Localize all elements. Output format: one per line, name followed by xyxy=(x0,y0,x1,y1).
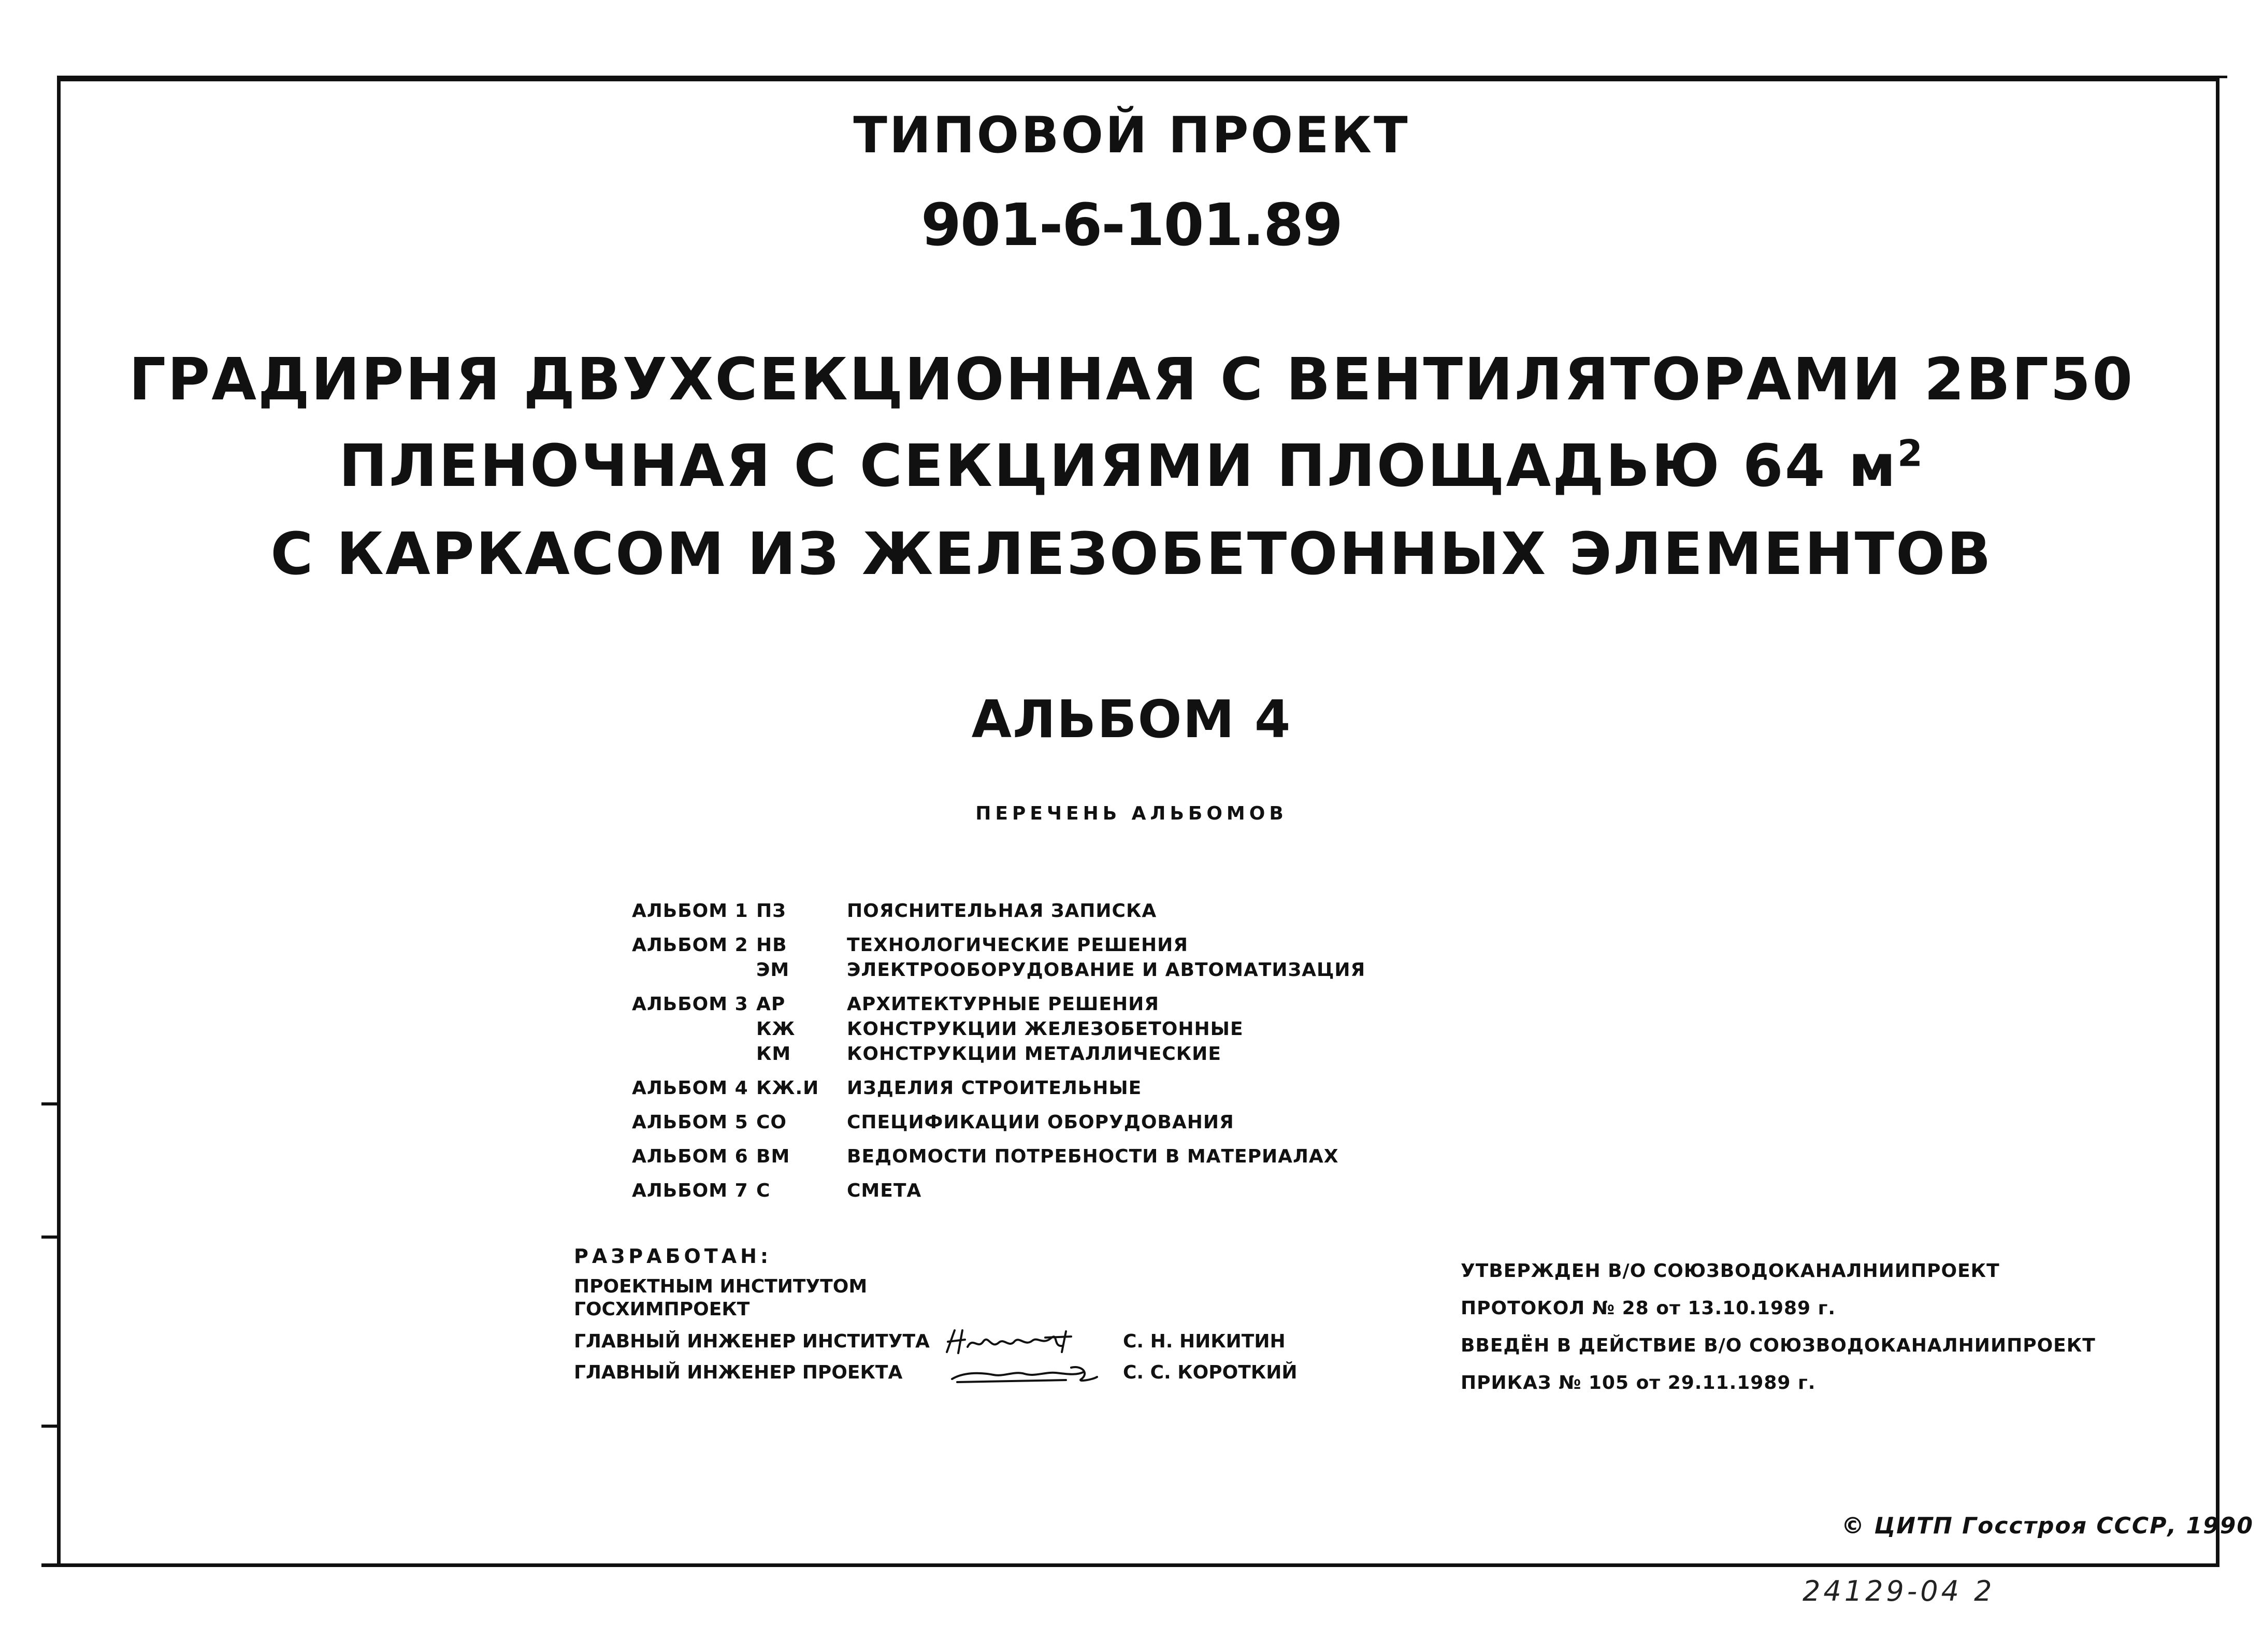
album-list-album: АЛЬБОМ 3 xyxy=(632,994,748,1015)
album-list-row xyxy=(632,933,1365,983)
album-list-names: ВЕДОМОСТИ ПОТРЕБНОСТИ В МАТЕРИАЛАХ xyxy=(847,1146,1339,1167)
signature-korotkiy xyxy=(942,1357,1123,1388)
album-list-row xyxy=(632,1144,1365,1169)
title-line-2 xyxy=(0,433,2263,500)
album-list-codes: С xyxy=(756,1180,771,1201)
album-list-names: ИЗДЕЛИЯ СТРОИТЕЛЬНЫЕ xyxy=(847,1078,1142,1099)
signature-nikitin xyxy=(942,1326,1123,1357)
approval-line-3: ВВЕДЁН В ДЕЙСТВИЕ В/О СОЮЗВОДОКАНАЛНИИПРОЕКТ xyxy=(1461,1335,2096,1356)
album-list-codes: КЖ.И xyxy=(756,1078,819,1099)
album-list-row xyxy=(632,992,1365,1067)
chief-project-label: ГЛАВНЫЙ ИНЖЕНЕР ПРОЕКТА xyxy=(574,1362,903,1383)
album-list-row xyxy=(632,1076,1365,1101)
approval-line-4: ПРИКАЗ № 105 от 29.11.1989 г. xyxy=(1461,1372,1816,1394)
album-list-codes: АР КЖ КМ xyxy=(756,994,796,1065)
album-list xyxy=(632,899,1365,1213)
album-list-album: АЛЬБОМ 4 xyxy=(632,1078,748,1099)
copyright: © ЦИТП Госстроя СССР, 1990 xyxy=(1841,1513,2254,1539)
album-list-album: АЛЬБОМ 2 xyxy=(632,935,748,956)
album-list-album: АЛЬБОМ 7 xyxy=(632,1180,748,1201)
album-title: АЛЬБОМ 4 xyxy=(971,689,1292,750)
inventory-number: 24129-04 2 xyxy=(1803,1575,1995,1607)
album-list-album: АЛЬБОМ 5 xyxy=(632,1112,748,1133)
approval-line-1: УТВЕРЖДЕН В/О СОЮЗВОДОКАНАЛНИИПРОЕКТ xyxy=(1461,1260,2000,1282)
chief-project-name: С. С. КОРОТКИЙ xyxy=(1123,1362,1298,1383)
approval-line-2: ПРОТОКОЛ № 28 от 13.10.1989 г. xyxy=(1461,1298,1836,1319)
chief-project-row xyxy=(574,1357,1298,1388)
album-list-names: СПЕЦИФИКАЦИИ ОБОРУДОВАНИЯ xyxy=(847,1112,1234,1133)
album-list-names: СМЕТА xyxy=(847,1180,922,1201)
title-line-2-superscript: 2 xyxy=(1897,432,1924,475)
binding-tick xyxy=(41,1236,59,1239)
album-list-album: АЛЬБОМ 1 xyxy=(632,900,748,922)
developed-heading: РАЗРАБОТАН: xyxy=(574,1245,772,1268)
binding-tick xyxy=(41,1425,59,1428)
developed-block xyxy=(574,1243,1298,1388)
album-list-row xyxy=(632,1179,1365,1203)
binding-tick xyxy=(41,1102,59,1105)
album-list-codes: СО xyxy=(756,1112,787,1133)
title-line-3: С КАРКАСОМ ИЗ ЖЕЛЕЗОБЕТОННЫХ ЭЛЕМЕНТОВ xyxy=(270,521,1993,588)
album-list-codes: ПЗ xyxy=(756,900,786,922)
album-list-codes: ВМ xyxy=(756,1146,790,1167)
album-list-row xyxy=(632,1110,1365,1135)
chief-institute-label: ГЛАВНЫЙ ИНЖЕНЕР ИНСТИТУТА xyxy=(574,1331,930,1352)
frame-bottom-stub xyxy=(41,1563,62,1567)
project-type-label: ТИПОВОЙ ПРОЕКТ xyxy=(853,106,1410,164)
title-line-1: ГРАДИРНЯ ДВУХСЕКЦИОННАЯ С ВЕНТИЛЯТОРАМИ 2ВГ50 xyxy=(128,346,2135,413)
chief-institute-name: С. Н. НИКИТИН xyxy=(1123,1331,1286,1352)
project-number: 901-6-101.89 xyxy=(921,192,1342,259)
chief-institute-row xyxy=(574,1326,1298,1357)
album-list-names: ТЕХНОЛОГИЧЕСКИЕ РЕШЕНИЯ ЭЛЕКТРООБОРУДОВАНИЕ И АВТОМАТИЗАЦИЯ xyxy=(847,935,1366,981)
album-list-names: АРХИТЕКТУРНЫЕ РЕШЕНИЯ КОНСТРУКЦИИ ЖЕЛЕЗОБЕТОННЫЕ КОНСТРУКЦИИ МЕТАЛЛИЧЕСКИЕ xyxy=(847,994,1244,1065)
album-list-names: ПОЯСНИТЕЛЬНАЯ ЗАПИСКА xyxy=(847,900,1157,922)
title-line-2-text: ПЛЕНОЧНАЯ С СЕКЦИЯМИ ПЛОЩАДЬЮ 64 м xyxy=(339,433,1898,500)
album-list-codes: НВ ЭМ xyxy=(756,935,790,981)
album-list-row xyxy=(632,899,1365,924)
approval-block xyxy=(1461,1253,2096,1402)
album-list-title: ПЕРЕЧЕНЬ АЛЬБОМОВ xyxy=(975,803,1288,824)
album-list-album: АЛЬБОМ 6 xyxy=(632,1146,748,1167)
developer-organization: ПРОЕКТНЫМ ИНСТИТУТОМ ГОСХИМПРОЕКТ xyxy=(574,1276,868,1320)
